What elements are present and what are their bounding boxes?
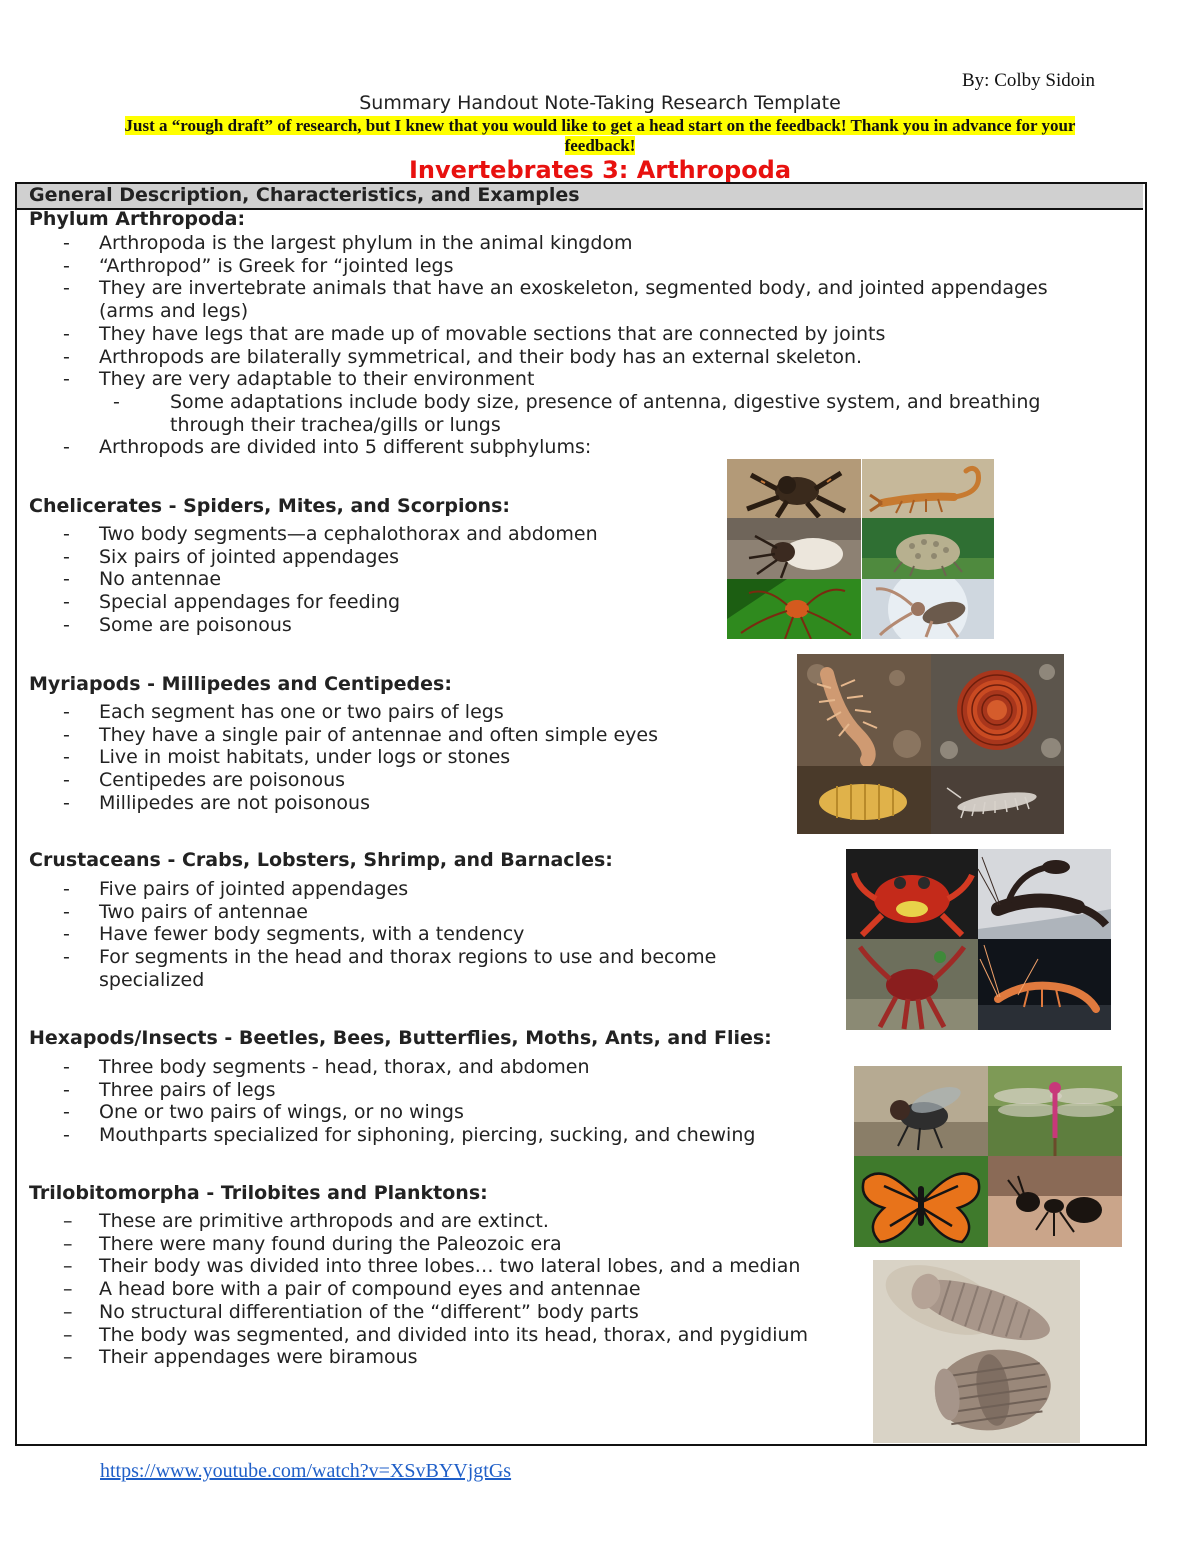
chelicerates-list [29, 523, 598, 637]
tick-photo [727, 518, 861, 579]
list-item: - Some are poisonous [63, 613, 292, 636]
bullet-en-dash: – [63, 1300, 73, 1323]
bullet-dash: - [63, 613, 70, 636]
list-item: - Two body segments—a cephalothorax and abdomen [63, 523, 598, 545]
centipede-photo [797, 654, 931, 766]
bullet-dash: - [63, 1078, 70, 1101]
template-title: Summary Handout Note-Taking Research Template [359, 92, 841, 114]
table-header-label: General Description, Characteristics, and Examples [29, 184, 580, 206]
crayfish-photo [846, 939, 978, 1030]
section-title-hexapods: Hexapods/Insects - Beetles, Bees, Butterflies, Moths, Ants, and Flies: [29, 1027, 772, 1049]
list-item: - Have fewer body segments, with a tendency [63, 923, 525, 946]
millipede-coil-photo [931, 654, 1064, 766]
bullet-dash: - [113, 390, 120, 413]
list-item: - Special appendages for feeding [63, 591, 401, 614]
list-item: - For segments in the head and thorax regions to use and become [63, 946, 717, 969]
author-line: By: Colby Sidoin [962, 70, 1096, 91]
bullet-dash: - [63, 723, 70, 746]
scorpion-photo [862, 459, 994, 518]
bullet-dash: - [63, 878, 70, 900]
bullet-dash: - [63, 322, 70, 345]
bullet-en-dash: – [63, 1232, 73, 1255]
bullet-en-dash: – [63, 1255, 73, 1278]
bullet-en-dash: – [63, 1210, 73, 1232]
bullet-dash: - [63, 368, 70, 391]
list-item: - Six pairs of jointed appendages [63, 545, 400, 568]
grub-photo [797, 766, 931, 834]
lobster-photo [978, 849, 1111, 939]
sub-list-item: - Some adaptations include body size, presence of antenna, digestive system, and breathing [113, 390, 1041, 413]
list-item: - No antennae [63, 568, 222, 591]
bullet-dash: - [63, 277, 70, 300]
list-item: – Their body was divided into three lobes… two lateral lobes, and a median [63, 1255, 801, 1278]
mite-photo [862, 518, 994, 579]
section-title-myriapods: Myriapods - Millipedes and Centipedes: [29, 673, 452, 695]
list-item: – Their appendages were biramous [63, 1346, 418, 1369]
list-item: – The body was segmented, and divided into its head, thorax, and pygidium [63, 1323, 809, 1346]
draft-note-highlight: Just a “rough draft” of research, but I knew that you would like to get a head start on the feedback! Thank you in advance for your feedback! [124, 116, 1076, 155]
bullet-dash: - [63, 254, 70, 277]
shrimp-photo [978, 939, 1111, 1030]
list-item: - Two pairs of antennae [63, 900, 308, 923]
bullet-dash: - [63, 1124, 70, 1147]
fly-photo [854, 1066, 988, 1156]
bullet-dash: - [63, 701, 70, 723]
list-item: – A head bore with a pair of compound eyes and antennae [63, 1278, 641, 1301]
harvestman-photo [727, 579, 861, 639]
list-item: - Arthropoda is the largest phylum in the animal kingdom [63, 232, 633, 254]
sub-list-item-continuation: through their trachea/gills or lungs [170, 413, 501, 436]
list-item: – These are primitive arthropods and are extinct. [63, 1210, 549, 1232]
bullet-dash: - [63, 232, 70, 254]
tarantula-photo [727, 459, 861, 518]
bullet-en-dash: – [63, 1346, 73, 1369]
list-item: - They are invertebrate animals that have an exoskeleton, segmented body, and jointed appendages [63, 277, 1048, 300]
list-item-continuation: (arms and legs) [99, 300, 249, 323]
list-item: - Five pairs of jointed appendages [63, 878, 409, 900]
bullet-dash: - [63, 791, 70, 814]
list-item: - They have legs that are made up of movable sections that are connected by joints [63, 322, 886, 345]
list-item: - Three pairs of legs [63, 1078, 276, 1101]
bullet-dash: - [63, 946, 70, 969]
page-title: Invertebrates 3: Arthropoda [408, 156, 792, 184]
bullet-en-dash: – [63, 1323, 73, 1346]
list-item: - They have a single pair of antennae and often simple eyes [63, 723, 658, 746]
bullet-dash: - [63, 746, 70, 769]
crustaceans-list [29, 878, 716, 992]
hexapods-list [29, 1056, 755, 1147]
list-item: - Each segment has one or two pairs of legs [63, 701, 504, 723]
bullet-dash: - [63, 568, 70, 591]
list-item: - “Arthropod” is Greek for “jointed legs [63, 254, 454, 277]
section-title-phylum: Phylum Arthropoda: [29, 208, 246, 230]
ant-photo [988, 1156, 1122, 1247]
list-item: - One or two pairs of wings, or no wings [63, 1101, 464, 1124]
bullet-dash: - [63, 345, 70, 368]
phylum-list [29, 232, 1048, 459]
bullet-dash: - [63, 900, 70, 923]
bullet-dash: - [63, 523, 70, 545]
red-crab-photo [846, 849, 978, 939]
trilobite-fossil-photo [873, 1260, 1080, 1443]
list-item: - Mouthparts specialized for siphoning, piercing, sucking, and chewing [63, 1124, 756, 1147]
section-title-trilobitomorpha: Trilobitomorpha - Trilobites and Planktons: [29, 1182, 488, 1204]
list-item: – No structural differentiation of the “different” body parts [63, 1300, 639, 1323]
list-item: - Arthropods are bilaterally symmetrical, and their body has an external skeleton. [63, 345, 863, 368]
bullet-en-dash: – [63, 1278, 73, 1301]
list-item: - Arthropods are divided into 5 different subphylums: [63, 436, 592, 459]
bullet-dash: - [63, 436, 70, 459]
list-item: - They are very adaptable to their environment [63, 368, 535, 391]
section-title-chelicerates: Chelicerates - Spiders, Mites, and Scorpions: [29, 495, 510, 517]
list-item: – There were many found during the Paleozoic era [63, 1232, 562, 1255]
pseudoscorpion-photo [862, 579, 994, 639]
list-item: - Millipedes are not poisonous [63, 791, 370, 814]
youtube-link[interactable]: https://www.youtube.com/watch?v=XSvBYVjgtGs [100, 1460, 512, 1482]
trilobitomorpha-list [29, 1210, 808, 1369]
list-item: - Three body segments - head, thorax, and abdomen [63, 1056, 590, 1078]
list-item: - Live in moist habitats, under logs or stones [63, 746, 511, 769]
myriapods-list [29, 701, 658, 815]
bullet-dash: - [63, 591, 70, 614]
section-title-crustaceans: Crustaceans - Crabs, Lobsters, Shrimp, and Barnacles: [29, 849, 613, 871]
dragonfly-photo [988, 1066, 1122, 1156]
bullet-dash: - [63, 923, 70, 946]
bullet-dash: - [63, 545, 70, 568]
monarch-butterfly-photo [854, 1156, 988, 1247]
bullet-dash: - [63, 1101, 70, 1124]
draft-note [110, 116, 1090, 156]
bullet-dash: - [63, 1056, 70, 1078]
woodlouse-photo [931, 766, 1064, 834]
list-item-continuation: specialized [99, 968, 205, 991]
bullet-dash: - [63, 769, 70, 792]
list-item: - Centipedes are poisonous [63, 769, 346, 792]
